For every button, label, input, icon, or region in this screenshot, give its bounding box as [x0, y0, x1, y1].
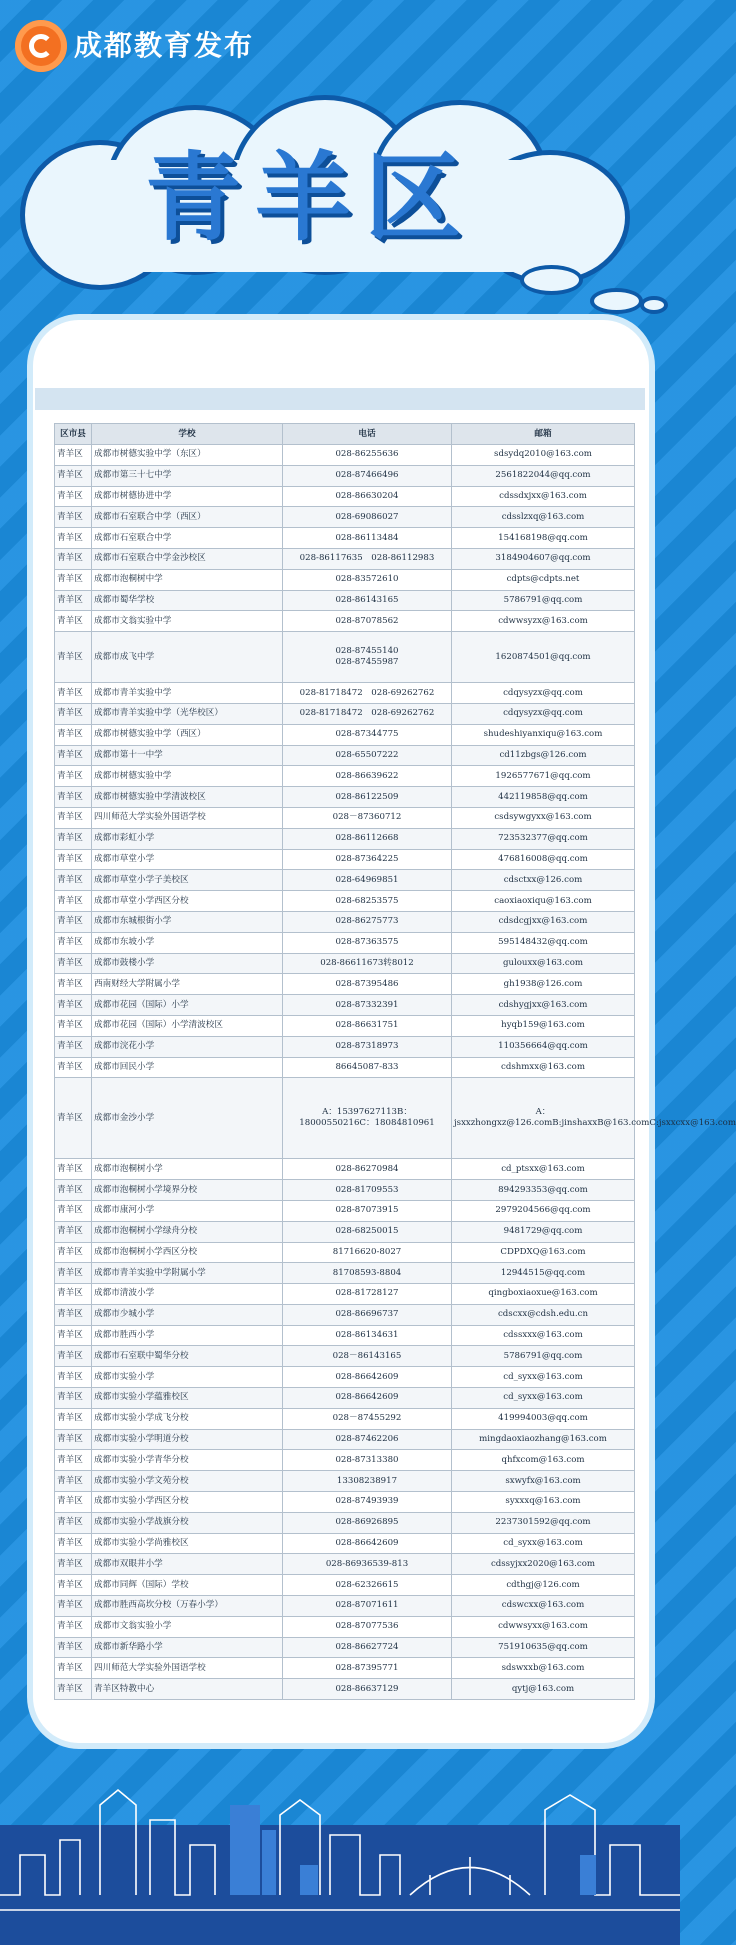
district-cell: 青羊区 [55, 1284, 92, 1305]
email-cell: cdssdxjxx@163.com [452, 486, 635, 507]
column-header: 区市县 [55, 424, 92, 445]
table-row [55, 569, 635, 590]
email-cell: qingboxiaoxue@163.com [452, 1284, 635, 1305]
district-cell: 青羊区 [55, 870, 92, 891]
school-cell: 成都市树德实验中学（东区） [92, 445, 283, 466]
district-cell: 青羊区 [55, 1471, 92, 1492]
table-row [55, 828, 635, 849]
district-cell: 青羊区 [55, 974, 92, 995]
district-cell: 青羊区 [55, 590, 92, 611]
school-cell: 成都市胜西高坎分校（万春小学） [92, 1596, 283, 1617]
table-row [55, 911, 635, 932]
table-row [55, 465, 635, 486]
phone-cell: 028-87455140 028-87455987 [283, 632, 452, 683]
city-ground [0, 1825, 680, 1945]
email-cell: 595148432@qq.com [452, 932, 635, 953]
phone-cell: 028-86630204 [283, 486, 452, 507]
district-cell: 青羊区 [55, 1450, 92, 1471]
school-cell: 成都市东坡小学 [92, 932, 283, 953]
phone-cell: 028-68250015 [283, 1221, 452, 1242]
district-cell: 青羊区 [55, 1533, 92, 1554]
phone-cell: 028-87363575 [283, 932, 452, 953]
email-cell: cdqysyzx@qq.com [452, 703, 635, 724]
phone-cell: 028-86637129 [283, 1679, 452, 1700]
school-cell: 成都市泡桐树小学西区分校 [92, 1242, 283, 1263]
email-cell: 419994003@qq.com [452, 1408, 635, 1429]
school-cell: 成都市实验小学明道分校 [92, 1429, 283, 1450]
phone-cell: 028-83572610 [283, 569, 452, 590]
email-cell: cdsdcgjxx@163.com [452, 911, 635, 932]
table-row [55, 507, 635, 528]
school-cell: 成都市青羊实验中学（光华校区） [92, 703, 283, 724]
table-row [55, 1325, 635, 1346]
table-row [55, 1015, 635, 1036]
district-cell: 青羊区 [55, 1242, 92, 1263]
table-row [55, 995, 635, 1016]
email-cell: cd_syxx@163.com [452, 1388, 635, 1409]
chengdu-education-logo-icon [15, 20, 67, 72]
table-row [55, 528, 635, 549]
email-cell: qhfxcom@163.com [452, 1450, 635, 1471]
email-cell: 12944515@qq.com [452, 1263, 635, 1284]
phone-cell: 028-86627724 [283, 1637, 452, 1658]
table-row [55, 1429, 635, 1450]
district-cell: 青羊区 [55, 1367, 92, 1388]
school-cell: 成都市第三十七中学 [92, 465, 283, 486]
school-cell: 成都市石室联合中学金沙校区 [92, 548, 283, 569]
column-header: 电话 [283, 424, 452, 445]
table-row [55, 548, 635, 569]
email-cell: 751910635@qq.com [452, 1637, 635, 1658]
table-row [55, 1367, 635, 1388]
district-cell: 青羊区 [55, 911, 92, 932]
phone-cell: 028-81718472 028-69262762 [283, 683, 452, 704]
table-row [55, 1492, 635, 1513]
email-cell: cdsctxx@126.com [452, 870, 635, 891]
school-cell: 成都市花园（国际）小学清波校区 [92, 1015, 283, 1036]
phone-cell: 028-68253575 [283, 891, 452, 912]
school-cell: 成都市草堂小学 [92, 849, 283, 870]
district-cell: 青羊区 [55, 1200, 92, 1221]
email-cell: cdqysyzx@qq.com [452, 683, 635, 704]
school-cell: 成都市花园（国际）小学 [92, 995, 283, 1016]
school-cell: 成都市实验小学尚雅校区 [92, 1533, 283, 1554]
district-cell: 青羊区 [55, 528, 92, 549]
table-row [55, 745, 635, 766]
email-cell: 476816008@qq.com [452, 849, 635, 870]
school-cell: 成都市回民小学 [92, 1057, 283, 1078]
district-cell: 青羊区 [55, 569, 92, 590]
district-cell: 青羊区 [55, 1057, 92, 1078]
phone-cell: 028-86642609 [283, 1533, 452, 1554]
table-row [55, 1159, 635, 1180]
phone-cell: 028-87078562 [283, 611, 452, 632]
phone-cell: A：15397627113B：18000550216C：18084810961 [283, 1078, 452, 1159]
phone-cell: 028-86113484 [283, 528, 452, 549]
email-cell: cdwwsyxx@163.com [452, 1616, 635, 1637]
column-header: 学校 [92, 424, 283, 445]
school-cell: 成都市青羊实验中学 [92, 683, 283, 704]
district-cell: 青羊区 [55, 807, 92, 828]
district-cell: 青羊区 [55, 548, 92, 569]
school-cell: 成都市树德协进中学 [92, 486, 283, 507]
phone-cell: 028-86926895 [283, 1512, 452, 1533]
school-cell: 成都市新华路小学 [92, 1637, 283, 1658]
phone-cell: 028-86642609 [283, 1367, 452, 1388]
district-cell: 青羊区 [55, 1015, 92, 1036]
table-row [55, 1346, 635, 1367]
district-cell: 青羊区 [55, 445, 92, 466]
phone-cell: 028-62326615 [283, 1575, 452, 1596]
school-contact-table [54, 423, 736, 1700]
email-cell: cd_syxx@163.com [452, 1367, 635, 1388]
phone-cell: 028-87364225 [283, 849, 452, 870]
school-cell: 成都市成飞中学 [92, 632, 283, 683]
email-cell: sdswxxb@163.com [452, 1658, 635, 1679]
email-cell: cdswcxx@163.com [452, 1596, 635, 1617]
school-cell: 成都市金沙小学 [92, 1078, 283, 1159]
table-row [55, 870, 635, 891]
district-cell: 青羊区 [55, 1159, 92, 1180]
email-cell: 2561822044@qq.com [452, 465, 635, 486]
email-cell: 1620874501@qq.com [452, 632, 635, 683]
school-cell: 西南财经大学附属小学 [92, 974, 283, 995]
school-cell: 成都市石室联中蜀华分校 [92, 1346, 283, 1367]
table-row [55, 1471, 635, 1492]
phone-cell: 028-87332391 [283, 995, 452, 1016]
email-cell: cd_syxx@163.com [452, 1533, 635, 1554]
email-cell: sdsydq2010@163.com [452, 445, 635, 466]
table-row [55, 953, 635, 974]
school-cell: 成都市浣花小学 [92, 1036, 283, 1057]
school-cell: 成都市青羊实验中学附属小学 [92, 1263, 283, 1284]
phone-cell: 028-86639622 [283, 766, 452, 787]
email-cell: 1926577671@qq.com [452, 766, 635, 787]
school-cell: 成都市泡桐树小学 [92, 1159, 283, 1180]
phone-cell: 028-65507222 [283, 745, 452, 766]
email-cell: cdsslzxq@163.com [452, 507, 635, 528]
city-skyline-illustration [0, 1745, 680, 1945]
table-row [55, 611, 635, 632]
table-row [55, 1036, 635, 1057]
district-cell: 青羊区 [55, 1180, 92, 1201]
email-cell: cdshygjxx@163.com [452, 995, 635, 1016]
district-cell: 青羊区 [55, 1554, 92, 1575]
email-cell: hyqb159@163.com [452, 1015, 635, 1036]
table-row [55, 1221, 635, 1242]
district-cell: 青羊区 [55, 1346, 92, 1367]
table-row [55, 486, 635, 507]
district-cell: 青羊区 [55, 1388, 92, 1409]
phone-cell: 13308238917 [283, 1471, 452, 1492]
phone-cell: 028-87395771 [283, 1658, 452, 1679]
district-cell: 青羊区 [55, 611, 92, 632]
phone-cell: 028-69086027 [283, 507, 452, 528]
table-row [55, 1554, 635, 1575]
school-cell: 成都市清波小学 [92, 1284, 283, 1305]
phone-cell: 028-86112668 [283, 828, 452, 849]
school-cell: 成都市实验小学西区分校 [92, 1492, 283, 1513]
phone-cell: 028-87313380 [283, 1450, 452, 1471]
phone-cell: 81708593-8804 [283, 1263, 452, 1284]
brand-title: 成都教育发布 [74, 29, 255, 62]
school-cell: 成都市东城根街小学 [92, 911, 283, 932]
district-cell: 青羊区 [55, 1616, 92, 1637]
phone-cell: 028-87462206 [283, 1429, 452, 1450]
table-row [55, 974, 635, 995]
district-cell: 青羊区 [55, 1679, 92, 1700]
district-cell: 青羊区 [55, 828, 92, 849]
district-cell: 青羊区 [55, 932, 92, 953]
table-row [55, 683, 635, 704]
email-cell: gh1938@126.com [452, 974, 635, 995]
table-row [55, 632, 635, 683]
district-cell: 青羊区 [55, 995, 92, 1016]
table-row [55, 1658, 635, 1679]
email-cell: csdsywgyxx@163.com [452, 807, 635, 828]
district-cell: 青羊区 [55, 849, 92, 870]
district-cell: 青羊区 [55, 1078, 92, 1159]
phone-cell: 028-86143165 [283, 590, 452, 611]
school-cell: 成都市石室联合中学（西区） [92, 507, 283, 528]
phone-cell: 81716620-8027 [283, 1242, 452, 1263]
email-cell: CDPDXQ@163.com [452, 1242, 635, 1263]
card-top-strip [35, 388, 645, 410]
table-row [55, 1408, 635, 1429]
table-row [55, 445, 635, 466]
email-cell: cdwwsyzx@163.com [452, 611, 635, 632]
school-cell: 成都市同辉（国际）学校 [92, 1575, 283, 1596]
phone-cell: 028-87493939 [283, 1492, 452, 1513]
email-cell: 110356664@qq.com [452, 1036, 635, 1057]
table-row [55, 1616, 635, 1637]
school-cell: 成都市彩虹小学 [92, 828, 283, 849]
email-cell: 2237301592@qq.com [452, 1512, 635, 1533]
table-row [55, 1057, 635, 1078]
email-cell: 3184904607@qq.com [452, 548, 635, 569]
email-cell: syxxxq@163.com [452, 1492, 635, 1513]
table-header-row [55, 424, 635, 445]
table-row [55, 1596, 635, 1617]
table-row [55, 891, 635, 912]
school-cell: 成都市实验小学文苑分校 [92, 1471, 283, 1492]
cloud-bubble [640, 296, 668, 314]
district-cell: 青羊区 [55, 1036, 92, 1057]
district-cell: 青羊区 [55, 953, 92, 974]
district-cell: 青羊区 [55, 465, 92, 486]
phone-cell: 028－87360712 [283, 807, 452, 828]
email-cell: gulouxx@163.com [452, 953, 635, 974]
table-row [55, 1078, 635, 1159]
email-cell: qytj@163.com [452, 1679, 635, 1700]
table-row [55, 1180, 635, 1201]
district-cell: 青羊区 [55, 1492, 92, 1513]
district-cell: 青羊区 [55, 787, 92, 808]
school-cell: 成都市第十一中学 [92, 745, 283, 766]
phone-cell: 028-64969851 [283, 870, 452, 891]
email-cell: caoxiaoxiqu@163.com [452, 891, 635, 912]
email-cell: cdthgj@126.com [452, 1575, 635, 1596]
table-row [55, 590, 635, 611]
school-cell: 成都市草堂小学子美校区 [92, 870, 283, 891]
email-cell: 154168198@qq.com [452, 528, 635, 549]
school-cell: 成都市文翁实验小学 [92, 1616, 283, 1637]
district-cell: 青羊区 [55, 1325, 92, 1346]
school-cell: 成都市蜀华学校 [92, 590, 283, 611]
header [0, 0, 680, 95]
district-cell: 青羊区 [55, 1429, 92, 1450]
email-cell: cdssyjxx2020@163.com [452, 1554, 635, 1575]
email-cell: 5786791@qq.com [452, 1346, 635, 1367]
phone-cell: 028-81709553 [283, 1180, 452, 1201]
school-cell: 成都市泡桐树小学境界分校 [92, 1180, 283, 1201]
school-cell: 成都市泡桐树中学 [92, 569, 283, 590]
table-row [55, 932, 635, 953]
table-row [55, 703, 635, 724]
district-cell: 青羊区 [55, 891, 92, 912]
phone-cell: 028-86270984 [283, 1159, 452, 1180]
school-cell: 成都市双眼井小学 [92, 1554, 283, 1575]
school-cell: 成都市康河小学 [92, 1200, 283, 1221]
school-cell: 四川师范大学实验外国语学校 [92, 1658, 283, 1679]
phone-cell: 028-87071611 [283, 1596, 452, 1617]
table-row [55, 724, 635, 745]
email-cell: 442119858@qq.com [452, 787, 635, 808]
district-cell: 青羊区 [55, 632, 92, 683]
district-cell: 青羊区 [55, 507, 92, 528]
district-cell: 青羊区 [55, 1512, 92, 1533]
school-cell: 四川师范大学实验外国语学校 [92, 807, 283, 828]
table-row [55, 1637, 635, 1658]
email-cell: cd11zbgs@126.com [452, 745, 635, 766]
table-row [55, 1679, 635, 1700]
district-cell: 青羊区 [55, 1596, 92, 1617]
table-row [55, 1284, 635, 1305]
school-cell: 成都市实验小学蕴雅校区 [92, 1388, 283, 1409]
contact-table [54, 423, 736, 1700]
district-cell: 青羊区 [55, 766, 92, 787]
phone-cell: 028-86122509 [283, 787, 452, 808]
district-cell: 青羊区 [55, 1637, 92, 1658]
email-cell: cdshmxx@163.com [452, 1057, 635, 1078]
school-cell: 成都市草堂小学西区分校 [92, 891, 283, 912]
email-cell: 723532377@qq.com [452, 828, 635, 849]
school-cell: 成都市树德实验中学（西区） [92, 724, 283, 745]
school-cell: 成都市实验小学青华分校 [92, 1450, 283, 1471]
phone-cell: 028-87395486 [283, 974, 452, 995]
school-cell: 成都市树德实验中学 [92, 766, 283, 787]
table-row [55, 1263, 635, 1284]
phone-cell: 028－86143165 [283, 1346, 452, 1367]
phone-cell: 028-86642609 [283, 1388, 452, 1409]
phone-cell: 028-86696737 [283, 1304, 452, 1325]
phone-cell: 028-86255636 [283, 445, 452, 466]
district-cell: 青羊区 [55, 1408, 92, 1429]
email-cell: 9481729@qq.com [452, 1221, 635, 1242]
email-cell: 2979204566@qq.com [452, 1200, 635, 1221]
phone-cell: 028-87344775 [283, 724, 452, 745]
school-cell: 成都市泡桐树小学绿舟分校 [92, 1221, 283, 1242]
table-row [55, 1512, 635, 1533]
table-row [55, 1304, 635, 1325]
email-cell: cdpts@cdpts.net [452, 569, 635, 590]
district-cell: 青羊区 [55, 1263, 92, 1284]
school-cell: 成都市少城小学 [92, 1304, 283, 1325]
phone-cell: 028-86275773 [283, 911, 452, 932]
school-cell: 成都市树德实验中学清波校区 [92, 787, 283, 808]
cloud-bubble [590, 288, 643, 314]
school-cell: 成都市实验小学成飞分校 [92, 1408, 283, 1429]
district-cell: 青羊区 [55, 1658, 92, 1679]
email-cell: 894293353@qq.com [452, 1180, 635, 1201]
school-cell: 成都市鼓楼小学 [92, 953, 283, 974]
phone-cell: 028-87077536 [283, 1616, 452, 1637]
phone-cell: 028-86631751 [283, 1015, 452, 1036]
phone-cell: 028-87466496 [283, 465, 452, 486]
district-cell: 青羊区 [55, 1304, 92, 1325]
table-row [55, 807, 635, 828]
phone-cell: 028-81728127 [283, 1284, 452, 1305]
district-cell: 青羊区 [55, 486, 92, 507]
email-cell: cdssxxx@163.com [452, 1325, 635, 1346]
phone-cell: 028-86117635 028-86112983 [283, 548, 452, 569]
column-header: 邮箱 [452, 424, 635, 445]
district-title: 青羊区 [145, 142, 475, 254]
district-cell: 青羊区 [55, 683, 92, 704]
school-cell: 成都市实验小学 [92, 1367, 283, 1388]
school-cell: 成都市实验小学战旗分校 [92, 1512, 283, 1533]
table-body [55, 445, 736, 1700]
table-row [55, 1200, 635, 1221]
phone-cell: 028-86936539-813 [283, 1554, 452, 1575]
phone-cell: 028-87073915 [283, 1200, 452, 1221]
phone-cell: 028-87318973 [283, 1036, 452, 1057]
district-cell: 青羊区 [55, 724, 92, 745]
email-cell: mingdaoxiaozhang@163.com [452, 1429, 635, 1450]
table-row [55, 1242, 635, 1263]
email-cell: cd_ptsxx@163.com [452, 1159, 635, 1180]
table-row [55, 787, 635, 808]
district-cell: 青羊区 [55, 1221, 92, 1242]
table-row [55, 849, 635, 870]
phone-cell: 028-81718472 028-69262762 [283, 703, 452, 724]
email-cell: A：jsxxzhongxz@126.comB:jinshaxxB@163.comC:jsxxcxx@163.com [452, 1078, 635, 1159]
table-row [55, 1450, 635, 1471]
school-cell: 成都市胜西小学 [92, 1325, 283, 1346]
email-cell: cdscxx@cdsh.edu.cn [452, 1304, 635, 1325]
email-cell: 5786791@qq.com [452, 590, 635, 611]
school-cell: 青羊区特教中心 [92, 1679, 283, 1700]
email-cell: sxwyfx@163.com [452, 1471, 635, 1492]
district-cell: 青羊区 [55, 703, 92, 724]
school-cell: 成都市石室联合中学 [92, 528, 283, 549]
school-cell: 成都市文翁实验中学 [92, 611, 283, 632]
district-cell: 青羊区 [55, 745, 92, 766]
table-row [55, 1388, 635, 1409]
phone-cell: 86645087-833 [283, 1057, 452, 1078]
district-cell: 青羊区 [55, 1575, 92, 1596]
table-row [55, 1575, 635, 1596]
phone-cell: 028-86611673转8012 [283, 953, 452, 974]
phone-cell: 028－87455292 [283, 1408, 452, 1429]
phone-cell: 028-86134631 [283, 1325, 452, 1346]
email-cell: shudeshiyanxiqu@163.com [452, 724, 635, 745]
table-row [55, 1533, 635, 1554]
table-row [55, 766, 635, 787]
cloud-bubble [520, 265, 583, 295]
